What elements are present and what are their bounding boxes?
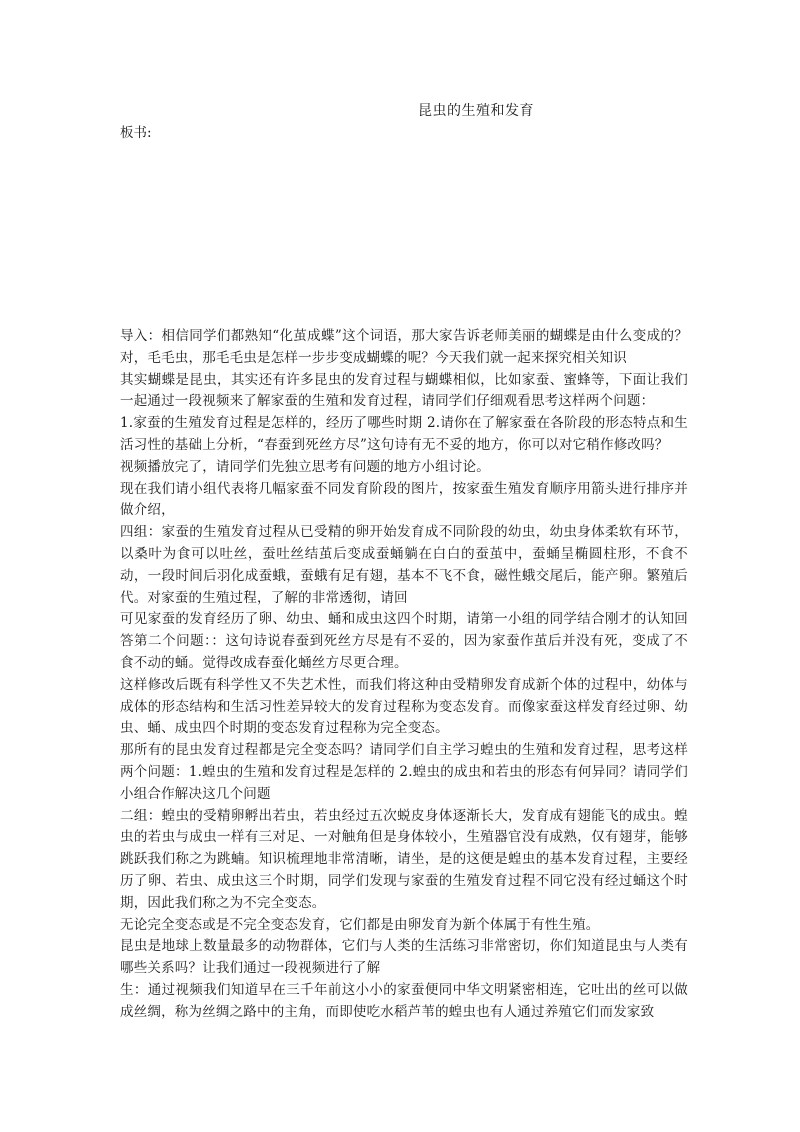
paragraph-butterfly-insect: 其实蝴蝶是昆虫，其实还有许多昆虫的发育过程与蝴蝶相似，比如家蚕、蜜蜂等，下面让我们一起通过一段视频来了解家蚕的生殖和发育过程，请同学们仔细观看思考这样两个问题： [120,371,688,410]
paragraph-video-done: 视频播放完了，请同学们先独立思考有问题的地方小组讨论。 [120,458,490,475]
paragraph-group-four: 四组：家蚕的生殖发育过程从已受精的卵开始发育成不同阶段的幼虫，幼虫身体柔软有环节，以桑叶为食可以吐丝，蚕吐丝结茧后变成蚕蛹躺在白白的蚕茧中，蚕蛹呈椭圆柱形，不食不动，一段时间后羽化成蚕蛾，蚕蛾有足有翅，基本不飞不食，磁性蛾交尾后，能产卵。繁殖后代。对家蚕的生殖过程，了解的非常透彻，请回 [120,524,688,606]
paragraph-student-answer: 生：通过视频我们知道早在三千年前这小小的家蚕便同中华文明紧密相连，它吐出的丝可以做成丝绸，称为丝绸之路中的主角，而即使吃水稻芦苇的蝗虫也有人通过养殖它们而发家致 [120,981,688,1020]
paragraph-complete-metamorphosis: 这样修改后既有科学性又不失艺术性，而我们将这种由受精卵发育成新个体的过程中，幼体与成体的形态结构和生活习性差异较大的发育过程称为变态发育。而像家蚕这样发育经过卵、幼虫、蛹、成虫四个时期的变态发育过程称为完全变态。 [120,676,688,737]
page-title: 昆虫的生殖和发育 [418,103,534,119]
paragraph-locust-questions: 那所有的昆虫发育过程都是完全变态吗？请同学们自主学习蝗虫的生殖和发育过程，思考这样两个问题：1.蝗虫的生殖和发育过程是怎样的 2.蝗虫的成虫和若虫的形态有何异同？请同学们小组合作解决这几个问题 [120,742,688,802]
paragraph-insects-and-humans: 昆虫是地球上数量最多的动物群体，它们与人类的生活练习非常密切，你们知道昆虫与人类有哪些关系吗？让我们通过一段视频进行了解 [120,938,688,977]
document-body [120,326,688,1024]
paragraph-questions-silkworm: 1.家蚕的生殖发育过程是怎样的，经历了哪些时期 2.请你在了解家蚕在各阶段的形态特点和生活习性的基础上分析，“春蚕到死丝方尽”这句诗有无不妥的地方，你可以对它稍作修改吗？ [120,415,688,453]
paragraph-sexual-reproduction: 无论完全变态或是不完全变态发育，它们都是由卵发育为新个体属于有性生殖。 [120,916,600,933]
paragraph-intro: 导入：相信同学们都熟知“化茧成蝶”这个词语，那大家告诉老师美丽的蝴蝶是由什么变成的？对，毛毛虫，那毛毛虫是怎样一步步变成蝴蝶的呢？今天我们就一起来探究相关知识 [120,328,688,366]
paragraph-group-representative: 现在我们请小组代表将几幅家蚕不同发育阶段的图片，按家蚕生殖发育顺序用箭头进行排序并做介绍， [120,480,688,519]
paragraph-group-two: 二组：蝗虫的受精卵孵出若虫，若虫经过五次蜕皮身体逐渐长大，发育成有翅能飞的成虫。蝗虫的若虫与成虫一样有三对足、一对触角但是身体较小，生殖器官没有成熟，仅有翅芽，能够跳跃我们称之为跳蝻。知识梳理地非常清晰，请坐，是的这便是蝗虫的基本发育过程，主要经历了卵、若虫、成虫这三个时期，同学们发现与家蚕的生殖发育过程不同它没有经过蛹这个时期，因此我们称之为不完全变态。 [120,807,688,911]
paragraph-four-stages: 可见家蚕的发育经历了卵、幼虫、蛹和成虫这四个时期，请第一小组的同学结合刚才的认知回答第二个问题：：这句诗说春蚕到死丝方尽是有不妥的，因为家蚕作茧后并没有死，变成了不食不动的蛹。觉得改成春蚕化蛹丝方尽更合理。 [120,611,688,671]
board-label: 板书: [120,125,152,141]
